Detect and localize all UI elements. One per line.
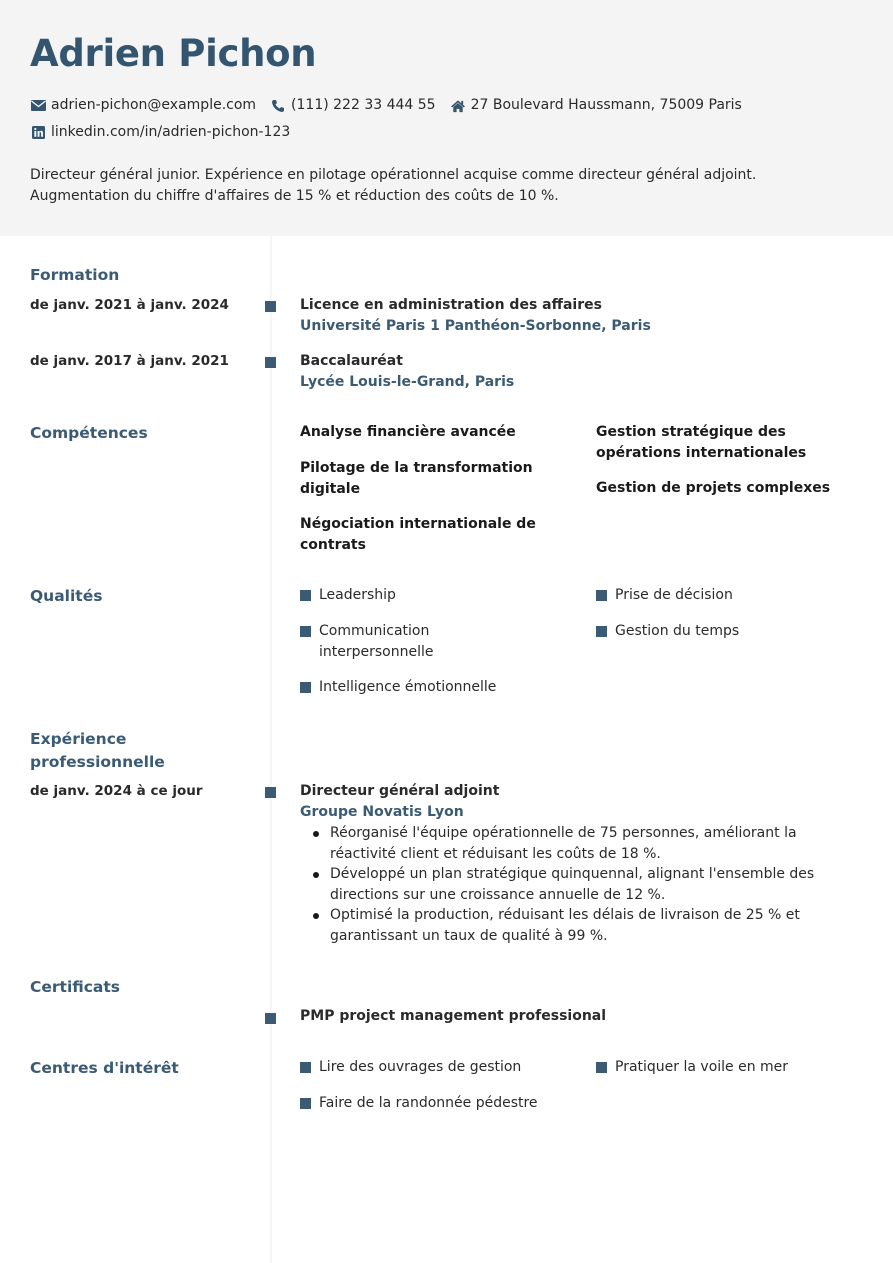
- phone-text: (111) 222 33 444 55: [291, 97, 436, 113]
- timeline-marker: [265, 787, 276, 798]
- square-bullet-icon: [596, 590, 607, 601]
- quality-item: Gestion du temps: [596, 621, 855, 642]
- skill-item: Négociation internationale de contrats: [300, 516, 536, 553]
- contact-info: [30, 92, 863, 146]
- section-formation: [30, 264, 863, 404]
- phone-icon: [270, 99, 286, 113]
- skill-item: Analyse financière avancée: [300, 424, 516, 440]
- interest-item: Pratiquer la voile en mer: [596, 1057, 855, 1078]
- linkedin-text: linkedin.com/in/adrien-pichon-123: [51, 124, 291, 140]
- section-title-qualites: Qualités: [30, 587, 103, 605]
- experience-date: de janv. 2024 à ce jour: [30, 783, 203, 799]
- section-title-interets: Centres d'intérêt: [30, 1059, 179, 1077]
- quality-item: Leadership: [300, 585, 559, 606]
- skill-item: Gestion de projets complexes: [596, 480, 831, 496]
- achievement-item: Réorganisé l'équipe opérationnelle de 75 personnes, améliorant la réactivité client et réduisant les coûts de 18 %.: [330, 823, 860, 864]
- job-title: Directeur général adjoint: [300, 783, 500, 799]
- square-bullet-icon: [300, 1098, 311, 1109]
- square-bullet-icon: [596, 626, 607, 637]
- achievement-item: Développé un plan stratégique quinquennal, alignant l'ensemble des directions sur une croissance annuelle de 12 %.: [330, 864, 860, 905]
- email-text: adrien-pichon@example.com: [51, 97, 257, 113]
- skill-item: Pilotage de la transformation digitale: [300, 460, 533, 497]
- education-entry: [300, 295, 865, 337]
- quality-item: Intelligence émotionnelle: [300, 677, 559, 698]
- envelope-icon: [30, 99, 46, 113]
- candidate-name: Adrien Pichon: [30, 32, 317, 75]
- certificate-title: PMP project management professional: [300, 1008, 607, 1024]
- education-entry: [300, 351, 865, 393]
- contact-row-1: [30, 92, 863, 119]
- school-name: Lycée Louis-le-Grand, Paris: [300, 374, 515, 390]
- linkedin-icon: [30, 126, 46, 140]
- contact-email[interactable]: [30, 92, 256, 119]
- quality-item: Communication interpersonnelle: [300, 621, 479, 663]
- contact-address: [450, 92, 742, 119]
- certificate-entry: [300, 1006, 865, 1027]
- timeline-marker: [265, 357, 276, 368]
- education-date: de janv. 2017 à janv. 2021: [30, 353, 229, 369]
- education-date: de janv. 2021 à janv. 2024: [30, 297, 229, 313]
- contact-row-2: [30, 119, 863, 146]
- achievements-list: [300, 823, 865, 946]
- section-title-competences: Compétences: [30, 424, 148, 442]
- section-experience: [30, 728, 863, 958]
- timeline-marker: [265, 1013, 276, 1024]
- company-name: Groupe Novatis Lyon: [300, 804, 464, 820]
- degree-title: Baccalauréat: [300, 353, 403, 369]
- school-name: Université Paris 1 Panthéon-Sorbonne, Paris: [300, 318, 651, 334]
- interest-item: Faire de la randonnée pédestre: [300, 1093, 559, 1114]
- resume-header: [0, 0, 893, 236]
- square-bullet-icon: [300, 626, 311, 637]
- section-interets: [30, 1057, 863, 1127]
- section-title-formation: Formation: [30, 266, 120, 284]
- contact-phone[interactable]: [270, 92, 436, 119]
- achievement-item: Optimisé la production, réduisant les délais de livraison de 25 % et garantissant un taux de qualité à 99 %.: [330, 905, 860, 946]
- section-competences: [30, 422, 863, 562]
- square-bullet-icon: [300, 590, 311, 601]
- skill-item: Gestion stratégique des opérations internationales: [596, 424, 807, 461]
- home-icon: [450, 99, 466, 113]
- square-bullet-icon: [300, 682, 311, 693]
- profile-summary: Directeur général junior. Expérience en pilotage opérationnel acquise comme directeur général adjoint. Augmentation du chiffre d'affaires de 15 % et réduction des coûts de 10 %.: [30, 167, 757, 204]
- section-certificats: [30, 976, 863, 1036]
- square-bullet-icon: [300, 1062, 311, 1073]
- address-text: 27 Boulevard Haussmann, 75009 Paris: [470, 97, 742, 113]
- contact-linkedin[interactable]: [30, 119, 290, 146]
- timeline-marker: [265, 301, 276, 312]
- square-bullet-icon: [596, 1062, 607, 1073]
- section-title-certificats: Certificats: [30, 978, 121, 996]
- section-title-experience: Expérience professionnelle: [30, 730, 165, 771]
- section-qualites: [30, 585, 863, 705]
- quality-item: Prise de décision: [596, 585, 855, 606]
- interest-item: Lire des ouvrages de gestion: [300, 1057, 559, 1078]
- experience-entry: [300, 781, 865, 946]
- degree-title: Licence en administration des affaires: [300, 297, 602, 313]
